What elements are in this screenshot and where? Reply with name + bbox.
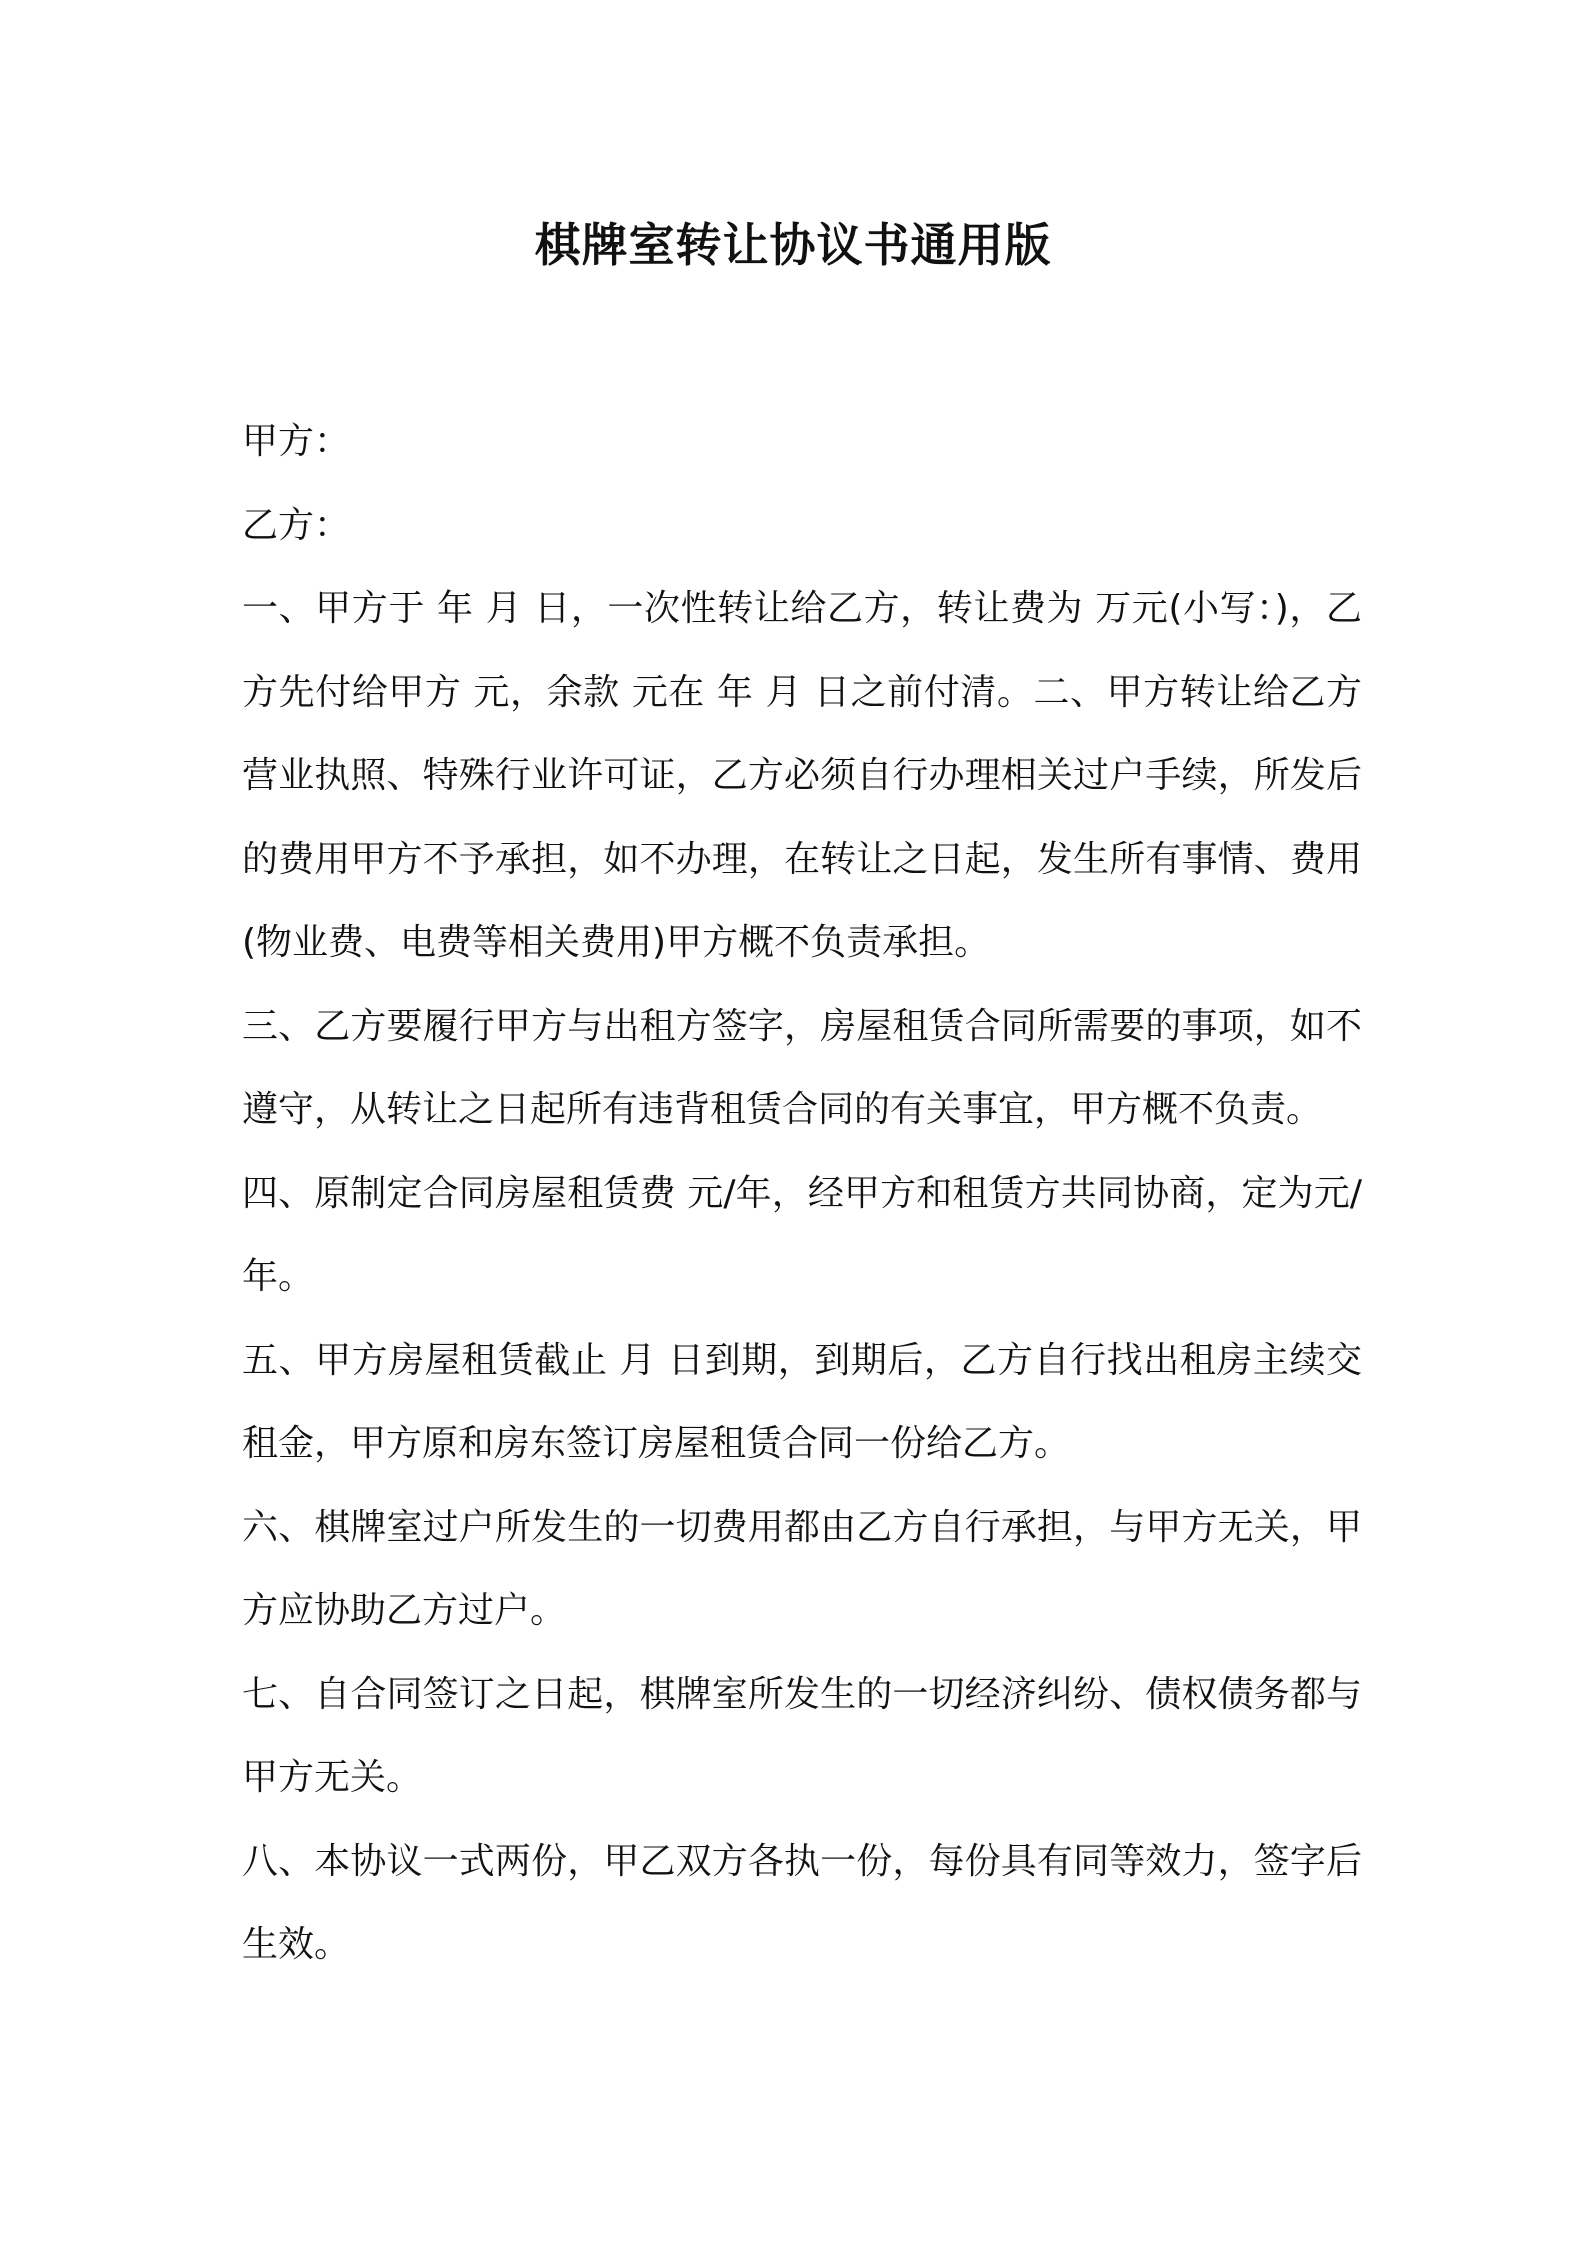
party-a-line: 甲方：	[242, 421, 351, 462]
document-title: 棋牌室转让协议书通用版	[534, 218, 1052, 272]
clause-4: 四、原制定合同房屋租赁费 元/年，经甲方和租赁方共同协商，定为元/年。	[242, 1172, 1362, 1297]
clause-8: 八、本协议一式两份，甲乙双方各执一份，每份具有同等效力，签字后生效。	[242, 1840, 1362, 1965]
clause-3: 三、乙方要履行甲方与出租方签字，房屋租赁合同所需要的事项，如不遵守，从转让之日起所有违背租赁合同的有关事宜，甲方概不负责。	[242, 1005, 1362, 1130]
clause-7: 七、自合同签订之日起，棋牌室所发生的一切经济纠纷、债权债务都与甲方无关。	[242, 1673, 1362, 1798]
clause-5: 五、甲方房屋租赁截止 月 日到期，到期后，乙方自行找出租房主续交租金，甲方原和房东签订房屋租赁合同一份给乙方。	[242, 1339, 1362, 1464]
clause-1-2: 一、甲方于 年 月 日，一次性转让给乙方，转让费为 万元(小写：)，乙方先付给甲方 元，余款 元在 年 月 日之前付清。二、甲方转让给乙方营业执照、特殊行业许可证，乙方必须自行办理相关过户手续，所发后的费用甲方不予承担，如不办理，在转让之日起，发生所有事情、费用(物业费、电费等相关费用)甲方概不负责承担。	[242, 588, 1362, 963]
party-b-line: 乙方：	[242, 504, 351, 546]
clause-6: 六、棋牌室过户所发生的一切费用都由乙方自行承担，与甲方无关，甲方应协助乙方过户。	[242, 1506, 1362, 1631]
document-body	[242, 400, 1362, 1987]
